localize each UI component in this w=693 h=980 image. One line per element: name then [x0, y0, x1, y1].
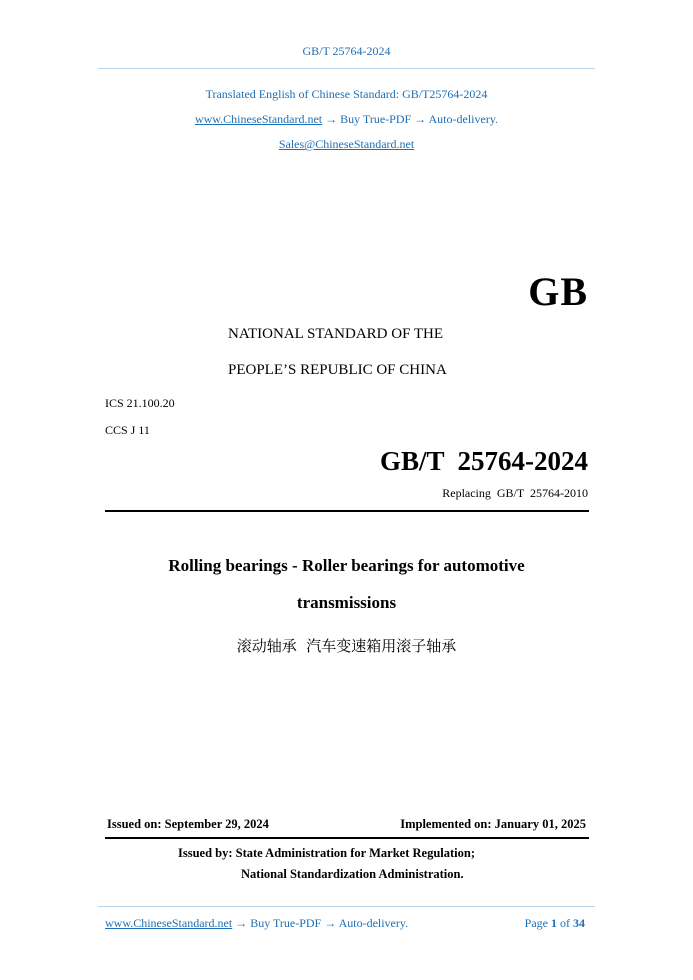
- national-standard-line1: NATIONAL STANDARD OF THE: [228, 326, 444, 342]
- email-line: [0, 137, 693, 152]
- page-label: Page: [524, 916, 548, 930]
- issued-on: Issued on: September 29, 2024: [107, 817, 269, 831]
- page-indicator: [525, 916, 585, 931]
- national-standard-line2: PEOPLE’S REPUBLIC OF CHINA: [228, 362, 447, 378]
- site-link[interactable]: www.ChineseStandard.net: [194, 112, 323, 126]
- footer-divider: [98, 906, 595, 907]
- promo-delivery-text: → Buy True-PDF → Auto-delivery.: [322, 112, 499, 126]
- title-en-line1: Rolling bearings - Roller bearings for automotive: [168, 556, 525, 575]
- gb-logo: GB: [528, 269, 588, 314]
- page-number: 1: [551, 916, 557, 930]
- dates-divider: [105, 837, 589, 839]
- header-divider: [98, 68, 595, 69]
- ccs-code: CCS J 11: [105, 423, 150, 437]
- title-divider: [105, 510, 589, 512]
- ics-code: ICS 21.100.20: [105, 396, 175, 410]
- title-cn: 滚动轴承 汽车变速箱用滚子轴承: [236, 637, 457, 655]
- issued-by-line1: Issued by: State Administration for Market Regulation;: [178, 846, 475, 860]
- title-en-line2: transmissions: [296, 593, 397, 612]
- running-header: GB/T 25764-2024: [302, 44, 391, 58]
- standard-number: GB/T 25764-2024: [379, 446, 588, 476]
- footer-delivery-text: → Buy True-PDF → Auto-delivery.: [232, 916, 409, 930]
- implemented-on: Implemented on: January 01, 2025: [400, 817, 586, 831]
- replacing-note: Replacing GB/T 25764-2010: [442, 486, 588, 500]
- promo-delivery-line: [0, 112, 693, 127]
- footer-site-link[interactable]: www.ChineseStandard.net: [105, 916, 233, 930]
- issued-by-line2: National Standardization Administration.: [241, 867, 464, 881]
- of-label: of: [560, 916, 570, 930]
- page-total: 34: [573, 916, 585, 930]
- promo-line: Translated English of Chinese Standard: GB/T25764-2024: [205, 87, 488, 101]
- footer-delivery-line: [105, 916, 408, 931]
- email-link[interactable]: Sales@ChineseStandard.net: [278, 137, 415, 151]
